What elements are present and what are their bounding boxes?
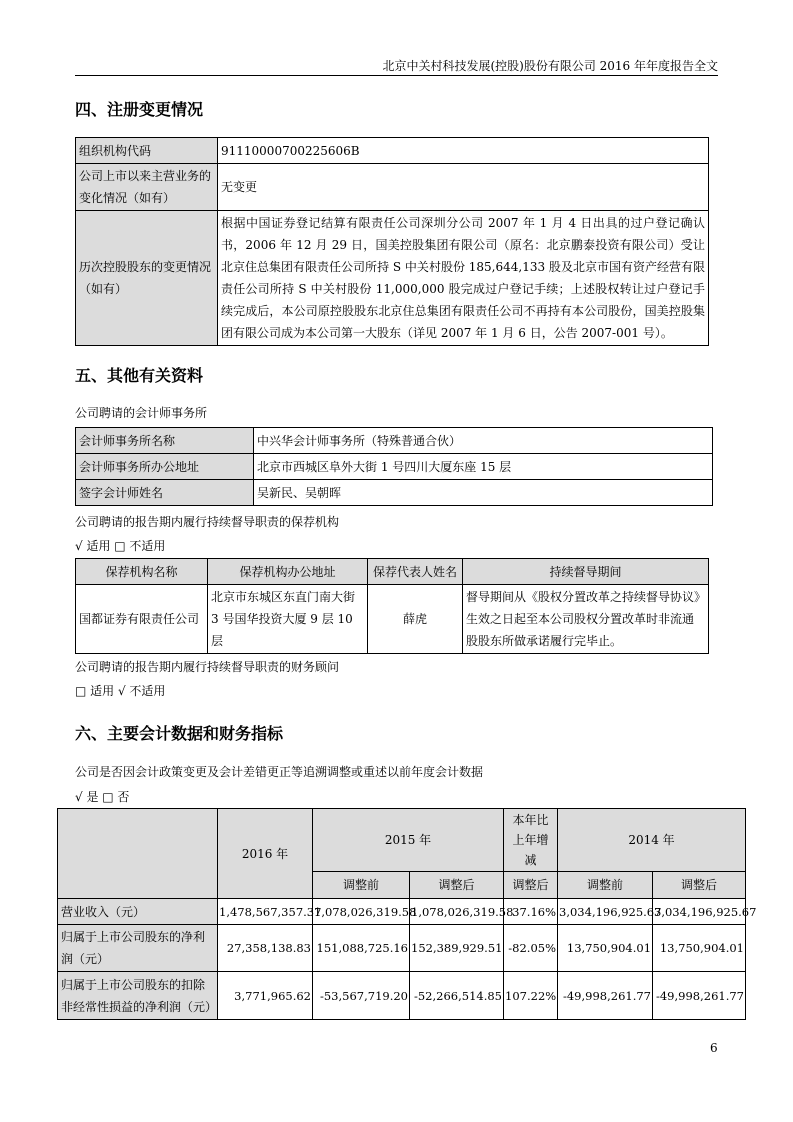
col-header: 持续督导期间 xyxy=(463,559,709,585)
value: 91110000700225606B xyxy=(218,138,709,164)
cell: 薛虎 xyxy=(368,585,463,654)
cell: 152,389,929.51 xyxy=(410,925,504,972)
col-header: 保荐机构名称 xyxy=(76,559,208,585)
value: 根据中国证券登记结算有限责任公司深圳分公司 2007 年 1 月 4 日出具的过户登记确认书，2006 年 12 月 29 日，国美控股集团有限公司（原名：北京鹏泰投资有限公司）受让北京住总集团有限责任公司所持 S 中关村股份 185,644,133 股及北京市国有资产经营有限责任公司所持 S 中关村股份 11,000,000 股完成过户登记手续；上述股权转让过户登记手续完成后，本公司原控股股东北京住总集团有限责任公司不再持有本公司股份，国美控股集团有限公司成为本公司第一大股东（详见 2007 年 1 月 6 日，公告 2007-001 号）。 xyxy=(218,211,709,346)
label: 历次控股股东的变更情况（如有） xyxy=(76,211,218,346)
value: 北京市西城区阜外大街 1 号四川大厦东座 15 层 xyxy=(254,454,713,480)
table-row xyxy=(58,925,746,972)
cell: -52,266,514.85 xyxy=(410,972,504,1020)
cell: 北京市东城区东直门南大街 3 号国华投资大厦 9 层 10 层 xyxy=(208,585,368,654)
advisor-applicable: □ 适用 √ 不适用 xyxy=(75,684,166,698)
sub-header: 调整后 xyxy=(410,872,504,899)
cell: 27,358,138.83 xyxy=(218,925,313,972)
row-label: 归属于上市公司股东的扣除非经常性损益的净利润（元） xyxy=(58,972,218,1020)
value: 吴新民、吴朝晖 xyxy=(254,480,713,506)
col-header: 保荐机构办公地址 xyxy=(208,559,368,585)
cell: 1,078,026,319.58 xyxy=(313,899,410,925)
cell: 督导期间从《股权分置改革之持续督导协议》生效之日起至本公司股权分置改革时非流通股股东所做承诺履行完毕止。 xyxy=(463,585,709,654)
corner-cell xyxy=(58,809,218,899)
table-row xyxy=(58,899,746,925)
restatement-caption: 公司是否因会计政策变更及会计差错更正等追溯调整或重述以前年度会计数据 xyxy=(75,765,484,779)
financial-data-table xyxy=(57,808,757,1020)
section-4-heading: 四、注册变更情况 xyxy=(75,100,204,119)
cell: 3,034,196,925.67 xyxy=(653,899,746,925)
col-header: 保荐代表人姓名 xyxy=(368,559,463,585)
cell: 13,750,904.01 xyxy=(558,925,653,972)
advisor-caption: 公司聘请的报告期内履行持续督导职责的财务顾问 xyxy=(75,660,340,674)
label: 组织机构代码 xyxy=(76,138,218,164)
col-header-change: 本年比上年增减 xyxy=(504,809,558,872)
cell: 107.22% xyxy=(504,972,558,1020)
sub-header: 调整后 xyxy=(504,872,558,899)
cell: -49,998,261.77 xyxy=(653,972,746,1020)
label: 签字会计师姓名 xyxy=(76,480,254,506)
sponsor-caption: 公司聘请的报告期内履行持续督导职责的保荐机构 xyxy=(75,515,340,529)
cell: 1,478,567,357.37 xyxy=(218,899,313,925)
running-header: 北京中关村科技发展(控股)股份有限公司 2016 年年度报告全文 xyxy=(382,59,718,73)
label: 会计师事务所办公地址 xyxy=(76,454,254,480)
registration-table xyxy=(75,137,709,346)
sub-header: 调整后 xyxy=(653,872,746,899)
section-5-heading: 五、其他有关资料 xyxy=(75,366,204,385)
label: 会计师事务所名称 xyxy=(76,428,254,454)
header-rule xyxy=(75,75,718,76)
page-number: 6 xyxy=(710,1041,718,1055)
cell: 151,088,725.16 xyxy=(313,925,410,972)
value: 中兴华会计师事务所（特殊普通合伙） xyxy=(254,428,713,454)
section-6-heading: 六、主要会计数据和财务指标 xyxy=(75,724,284,743)
cell: 13,750,904.01 xyxy=(653,925,746,972)
cell: 1,078,026,319.58 xyxy=(410,899,504,925)
sub-header: 调整前 xyxy=(313,872,410,899)
cell: 37.16% xyxy=(504,899,558,925)
cell: 3,771,965.62 xyxy=(218,972,313,1020)
cell: -49,998,261.77 xyxy=(558,972,653,1020)
row-label: 营业收入（元） xyxy=(58,899,218,925)
col-header-2015: 2015 年 xyxy=(313,809,504,872)
table-row xyxy=(58,972,746,1020)
label: 公司上市以来主营业务的变化情况（如有） xyxy=(76,164,218,211)
cell: 国都证券有限责任公司 xyxy=(76,585,208,654)
value: 无变更 xyxy=(218,164,709,211)
accounting-caption: 公司聘请的会计师事务所 xyxy=(75,406,208,420)
restatement-answer: √ 是 □ 否 xyxy=(75,790,130,804)
sponsor-applicable: √ 适用 □ 不适用 xyxy=(75,539,166,553)
col-header-2014: 2014 年 xyxy=(558,809,746,872)
accounting-firm-table xyxy=(75,427,713,506)
col-header-2016: 2016 年 xyxy=(218,809,313,899)
cell: -53,567,719.20 xyxy=(313,972,410,1020)
cell: 3,034,196,925.67 xyxy=(558,899,653,925)
cell: -82.05% xyxy=(504,925,558,972)
row-label: 归属于上市公司股东的净利润（元） xyxy=(58,925,218,972)
sponsor-table xyxy=(75,558,709,654)
sub-header: 调整前 xyxy=(558,872,653,899)
